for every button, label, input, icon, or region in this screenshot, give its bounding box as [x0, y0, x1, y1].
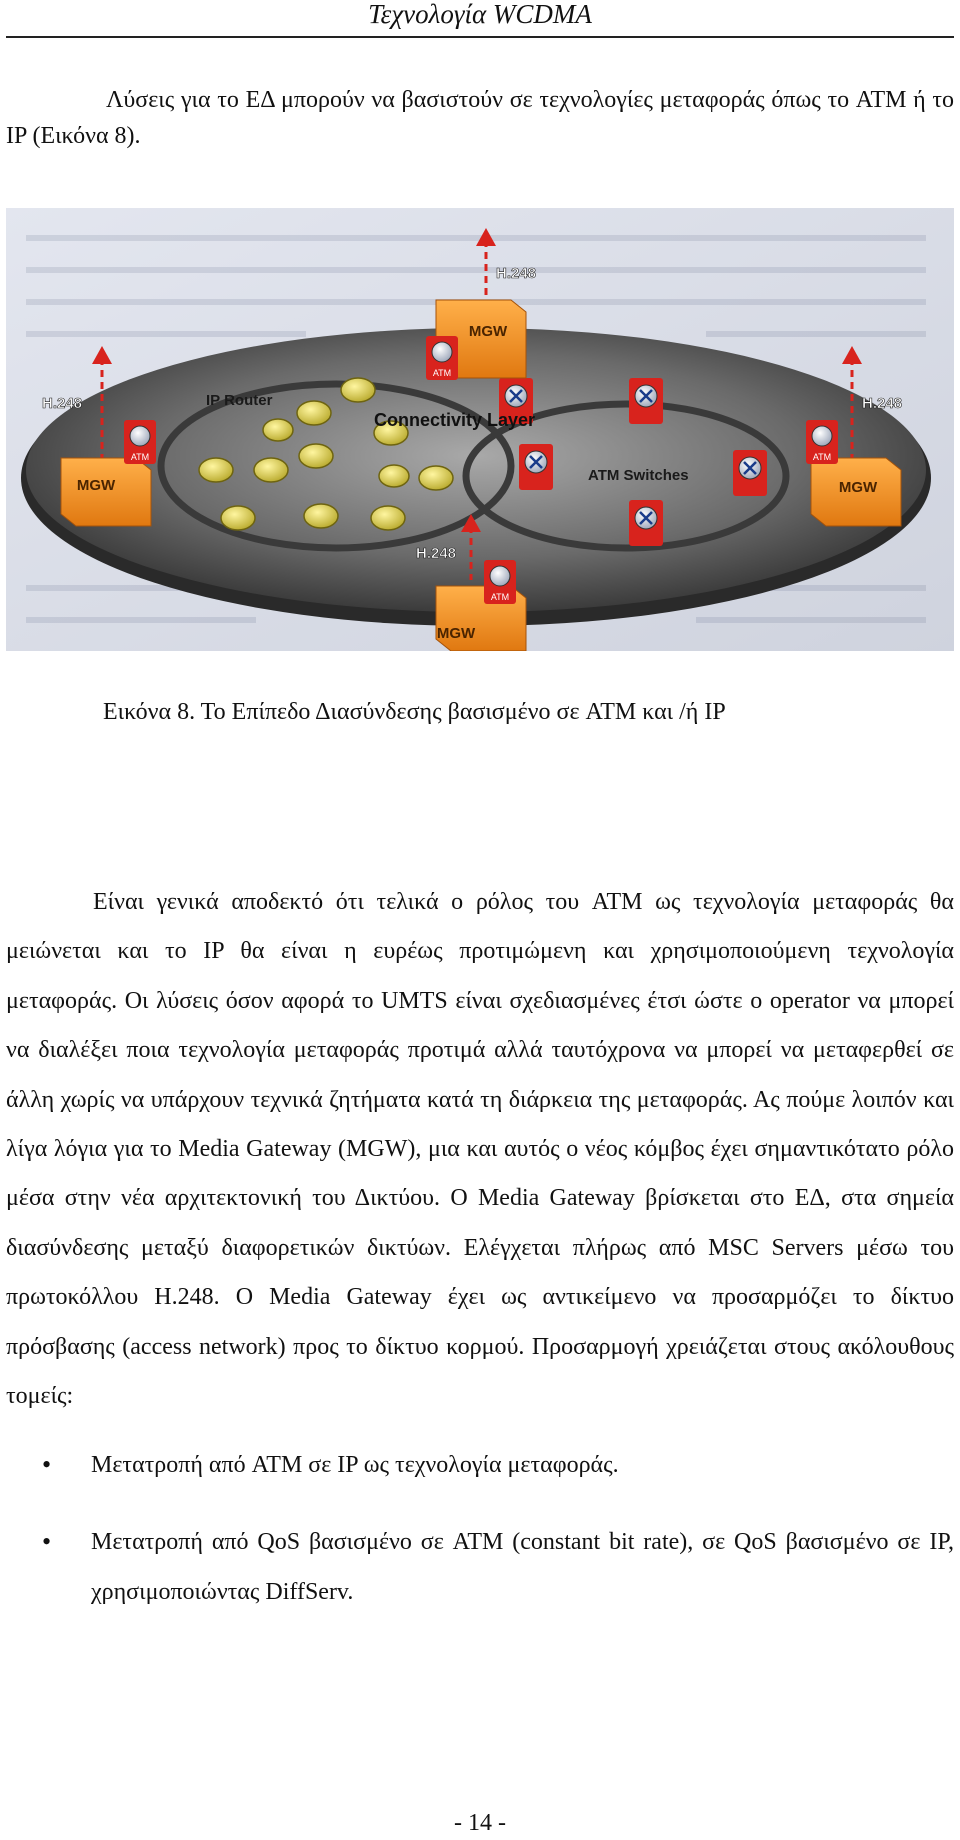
body-paragraph: Είναι γενικά αποδεκτό ότι τελικά ο ρόλος του ATM ως τεχνολογία μεταφοράς θα μειώνεται και το IP θα είναι η ευρέως προτιμώμενη και χρησιμοποιούμενη τεχνολογία μεταφοράς. Οι λύσεις όσον αφορά το UMTS είναι σχεδιασμένες έτσι ώστε ο operator να μπορεί να διαλέξει ποια τεχνολογία μεταφοράς προτιμά αλλά ταυτόχρονα να μπορεί να μεταφερθεί σε άλλη χωρίς να υπάρχουν τεχνικά ζητήματα κατά τη διάρκεια της μεταφοράς. Ας πούμε λοιπόν και λίγα λόγια για το Media Gateway (MGW), μια και αυτός ο νέος κόμβος έχει σημαντικότατο ρόλο μέσα στην νέα αρχιτεκτονική του Δικτύου. Ο Media Gateway βρίσκεται στο ΕΔ, στα σημεία διασύνδεσης μεταξύ διαφορετικών δικτύων. Ελέγχεται πλήρως από MSC Servers μέσω του πρωτοκόλλου H.248. Ο Media Gateway έχει ως αντικείμενο να προσαρμόζει το δίκτυο πρόσβασης (access network) προς το δίκτυο κορμού. Προσαρμογή χρειάζεται στους ακόλουθους τομείς:	[6, 889, 954, 1410]
bullet-text: Μετατροπή από ATM σε IP ως τεχνολογία μεταφοράς.	[91, 1452, 619, 1478]
connectivity-layer-label: Connectivity Layer	[374, 410, 536, 430]
mgw-label-bottom: MGW	[436, 625, 476, 642]
header-rule	[6, 36, 954, 38]
atm-label-left: ATM	[130, 452, 150, 462]
atm-label-bottom: ATM	[490, 592, 510, 602]
intro-paragraph: Λύσεις για το ΕΔ μπορούν να βασιστούν σε τεχνολογίες μεταφοράς όπως το ATM ή το IP (Εικόνα 8).	[6, 87, 954, 149]
bullet-icon: •	[42, 1450, 52, 1479]
bullet-text: Μετατροπή από QoS βασισμένο σε ATM (constant bit rate), σε QoS βασισμένο σε IP, χρησιμοποιώντας DiffServ.	[91, 1529, 955, 1605]
mgw-label-right: MGW	[838, 479, 878, 496]
network-diagram	[6, 208, 954, 651]
mgw-label-left: MGW	[76, 477, 116, 494]
page-header: Τεχνολογία WCDMA	[368, 0, 592, 29]
list-item	[0, 1517, 960, 1617]
mgw-top	[426, 300, 526, 380]
figure-connectivity-layer	[6, 208, 954, 651]
bullet-list	[0, 1440, 960, 1644]
h248-label-top: H.248	[496, 265, 537, 282]
h248-label-bottom: H.248	[416, 545, 457, 562]
atm-switches-label: ATM Switches	[588, 467, 689, 484]
ip-router-label: IP Router	[206, 392, 273, 409]
atm-label-right: ATM	[812, 452, 832, 462]
h248-label-right: H.248	[862, 395, 903, 412]
figure-caption: Εικόνα 8. Το Επίπεδο Διασύνδεσης βασισμένο σε ATM και /ή IP	[103, 699, 726, 725]
h248-label-left: H.248	[42, 395, 83, 412]
atm-label-top: ATM	[432, 368, 452, 378]
bullet-icon: •	[42, 1527, 52, 1556]
mgw-label-top: MGW	[468, 323, 508, 340]
list-item	[0, 1440, 960, 1490]
page-number: - 14 -	[454, 1810, 506, 1836]
